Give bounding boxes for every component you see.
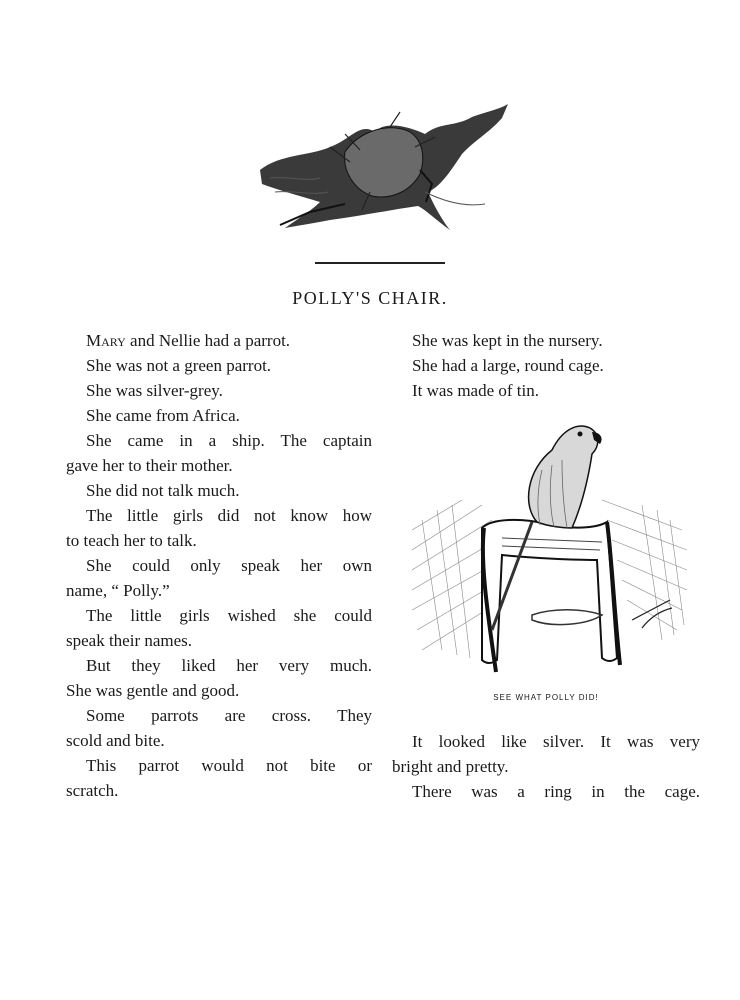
parrot-on-chair-illustration: [402, 410, 694, 680]
text-line: gave her to their mother.: [66, 456, 233, 475]
text-line: scold and bite.: [66, 731, 165, 750]
text-line: She was not a green parrot.: [86, 356, 272, 375]
text-line: She was silver-grey.: [86, 381, 223, 400]
text-line: There was a ring in the cage.: [412, 782, 700, 801]
text-line: She came from Africa.: [86, 406, 240, 425]
text-line: Some parrots are cross. They: [86, 706, 372, 725]
text-line: to teach her to talk.: [66, 531, 197, 550]
text-line: scratch.: [66, 781, 119, 800]
text-line: She could only speak her own: [86, 556, 372, 575]
text-line: [66, 328, 372, 353]
text-line: It was made of tin.: [412, 381, 539, 400]
text-line: She had a large, round cage.: [412, 356, 604, 375]
text-line: The little girls wished she could: [86, 606, 372, 625]
right-text-column-top: [392, 328, 700, 403]
left-text-column: [66, 328, 372, 803]
text-line: speak their names.: [66, 631, 193, 650]
small-caps-lead: Mary: [86, 331, 126, 350]
text-line: name, “ Polly.”: [66, 581, 170, 600]
text-line: But they liked her very much.: [86, 656, 372, 675]
text-line: The little girls did not know how: [86, 506, 372, 525]
right-text-column-bottom: [392, 729, 700, 804]
text-line: It looked like silver. It was very: [412, 732, 700, 751]
text-line: She did not talk much.: [86, 481, 240, 500]
bird-vignette-illustration: [250, 92, 515, 242]
line-text: and Nellie had a parrot.: [125, 331, 291, 350]
illustration-caption: SEE WHAT POLLY DID!: [493, 693, 599, 702]
text-line: She was gentle and good.: [66, 681, 240, 700]
text-line: This parrot would not bite or: [86, 756, 372, 775]
chapter-title: POLLY'S CHAIR.: [292, 288, 448, 308]
title-divider: [315, 262, 445, 264]
text-line: She came in a ship. The captain: [86, 431, 372, 450]
text-line: bright and pretty.: [392, 757, 509, 776]
text-line: She was kept in the nursery.: [412, 331, 603, 350]
